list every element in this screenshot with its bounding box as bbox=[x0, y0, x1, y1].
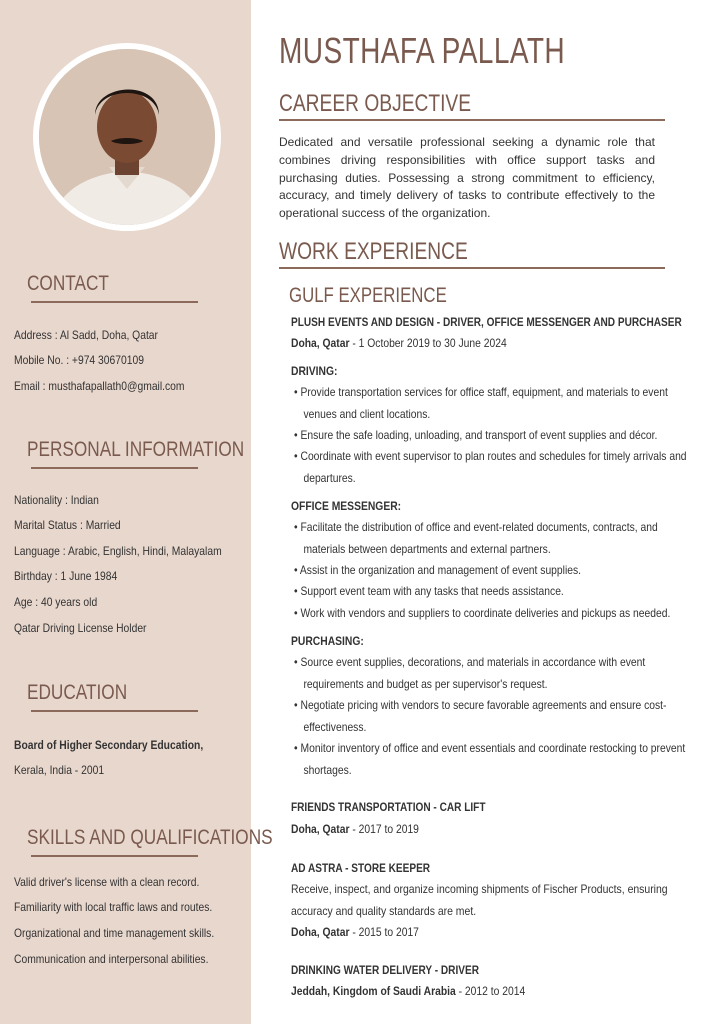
list-item: • Work with vendors and suppliers to coordinate deliveries and pickups as needed. bbox=[294, 606, 671, 620]
personal-language: Language : Arabic, English, Hindi, Malayalam bbox=[14, 544, 222, 558]
job-meta bbox=[291, 925, 419, 939]
skills-divider bbox=[31, 855, 198, 857]
experience-divider bbox=[279, 267, 665, 269]
job-description: Receive, inspect, and organize incoming shipments of Fischer Products, ensuring accuracy and quality standards are met. bbox=[291, 882, 668, 918]
section-label: DRIVING: bbox=[291, 364, 338, 378]
list-item-text: Ensure the safe loading, unloading, and transport of event supplies and décor. bbox=[300, 428, 658, 442]
list-item-text: Facilitate the distribution of office and event-related documents, contracts, and materials between departments and external partners. bbox=[300, 520, 658, 556]
job-title: AD ASTRA - STORE KEEPER bbox=[291, 861, 431, 875]
avatar bbox=[39, 49, 215, 225]
person-portrait-icon bbox=[39, 49, 215, 225]
job-dates: - 2017 to 2019 bbox=[349, 822, 419, 836]
list-item-text: Coordinate with event supervisor to plan routes and schedules for timely arrivals and departures. bbox=[300, 449, 687, 485]
section-label: PURCHASING: bbox=[291, 634, 364, 648]
personal-license: Qatar Driving License Holder bbox=[14, 621, 147, 635]
objective-heading: CAREER OBJECTIVE bbox=[279, 90, 472, 117]
list-item-text: Support event team with any tasks that needs assistance. bbox=[300, 584, 564, 598]
education-place: Kerala, India - 2001 bbox=[14, 763, 105, 777]
skill-item: Valid driver's license with a clean record. bbox=[14, 875, 200, 889]
personal-age: Age : 40 years old bbox=[14, 595, 98, 609]
job-title: DRINKING WATER DELIVERY - DRIVER bbox=[291, 963, 479, 977]
job-dates: - 2012 to 2014 bbox=[455, 984, 526, 998]
job-dates: - 2015 to 2017 bbox=[349, 925, 419, 939]
list-item: • Assist in the organization and management of event supplies. bbox=[294, 563, 582, 577]
education-divider bbox=[31, 710, 198, 712]
job-location: Doha, Qatar bbox=[291, 336, 350, 350]
objective-divider bbox=[279, 119, 665, 121]
list-item: • Support event team with any tasks that needs assistance. bbox=[294, 584, 564, 598]
job-meta bbox=[291, 822, 419, 836]
section-label: OFFICE MESSENGER: bbox=[291, 499, 402, 513]
gulf-experience-heading: GULF EXPERIENCE bbox=[289, 284, 447, 307]
page-title: MUSTHAFA PALLATH bbox=[279, 30, 566, 71]
job-location: Jeddah, Kingdom of Saudi Arabia bbox=[291, 984, 456, 998]
skill-item: Organizational and time management skills. bbox=[14, 926, 215, 940]
contact-email: Email : musthafapallath0@gmail.com bbox=[14, 379, 185, 393]
job-dates: - 1 October 2019 to 30 June 2024 bbox=[349, 336, 507, 350]
job-location: Doha, Qatar bbox=[291, 925, 350, 939]
list-item: • Facilitate the distribution of office and event-related documents, contracts, and materials between departments and external partners. bbox=[294, 520, 658, 556]
job-title: FRIENDS TRANSPORTATION - CAR LIFT bbox=[291, 800, 486, 814]
list-item-text: Negotiate pricing with vendors to secure favorable agreements and ensure cost-effectiveness. bbox=[300, 698, 667, 734]
personal-marital-status: Marital Status : Married bbox=[14, 518, 121, 532]
contact-divider bbox=[31, 301, 198, 303]
education-heading: EDUCATION bbox=[27, 681, 128, 704]
list-item: • Negotiate pricing with vendors to secure favorable agreements and ensure cost-effectiveness. bbox=[294, 698, 667, 734]
list-item-text: Monitor inventory of office and event essentials and coordinate restocking to prevent shortages. bbox=[300, 741, 686, 777]
list-item: • Provide transportation services for office staff, equipment, and materials to event venues and client locations. bbox=[294, 385, 668, 421]
skill-item: Communication and interpersonal abilities. bbox=[14, 952, 209, 966]
contact-address: Address : Al Sadd, Doha, Qatar bbox=[14, 328, 158, 342]
list-item: • Monitor inventory of office and event essentials and coordinate restocking to prevent shortages. bbox=[294, 741, 686, 777]
list-item-text: Provide transportation services for office staff, equipment, and materials to event venues and client locations. bbox=[300, 385, 668, 421]
contact-heading: CONTACT bbox=[27, 272, 109, 295]
job-title: PLUSH EVENTS AND DESIGN - DRIVER, OFFICE MESSENGER AND PURCHASER bbox=[291, 315, 682, 329]
skill-item: Familiarity with local traffic laws and routes. bbox=[14, 900, 213, 914]
objective-text: Dedicated and versatile professional seeking a dynamic role that combines driving responsibilities with office support tasks and purchasing duties. Possessing a strong commitment to efficiency, accuracy, and timely delivery of tasks to contribute effectively to the operational success of the organization. bbox=[279, 135, 655, 221]
list-item-text: Source event supplies, decorations, and materials in accordance with event requirements and budget as per supervisor's request. bbox=[300, 655, 646, 691]
list-item-text: Work with vendors and suppliers to coordinate deliveries and pickups as needed. bbox=[300, 606, 671, 620]
job-location: Doha, Qatar bbox=[291, 822, 350, 836]
job-meta bbox=[291, 984, 525, 998]
list-item: • Ensure the safe loading, unloading, and transport of event supplies and décor. bbox=[294, 428, 658, 442]
list-item: • Coordinate with event supervisor to plan routes and schedules for timely arrivals and departures. bbox=[294, 449, 687, 485]
list-item-text: Assist in the organization and management of event supplies. bbox=[299, 563, 582, 577]
profile-photo bbox=[33, 43, 221, 231]
education-board: Board of Higher Secondary Education, bbox=[14, 738, 204, 752]
contact-mobile: Mobile No. : +974 30670109 bbox=[14, 353, 144, 367]
personal-nationality: Nationality : Indian bbox=[14, 493, 99, 507]
personal-info-heading: PERSONAL INFORMATION bbox=[27, 438, 245, 461]
personal-birthday: Birthday : 1 June 1984 bbox=[14, 569, 118, 583]
experience-heading: WORK EXPERIENCE bbox=[279, 238, 468, 265]
job-meta bbox=[291, 336, 507, 350]
skills-heading: SKILLS AND QUALIFICATIONS bbox=[27, 826, 273, 849]
list-item: • Source event supplies, decorations, and materials in accordance with event requirements and budget as per supervisor's request. bbox=[294, 655, 646, 691]
personal-info-divider bbox=[31, 467, 198, 469]
